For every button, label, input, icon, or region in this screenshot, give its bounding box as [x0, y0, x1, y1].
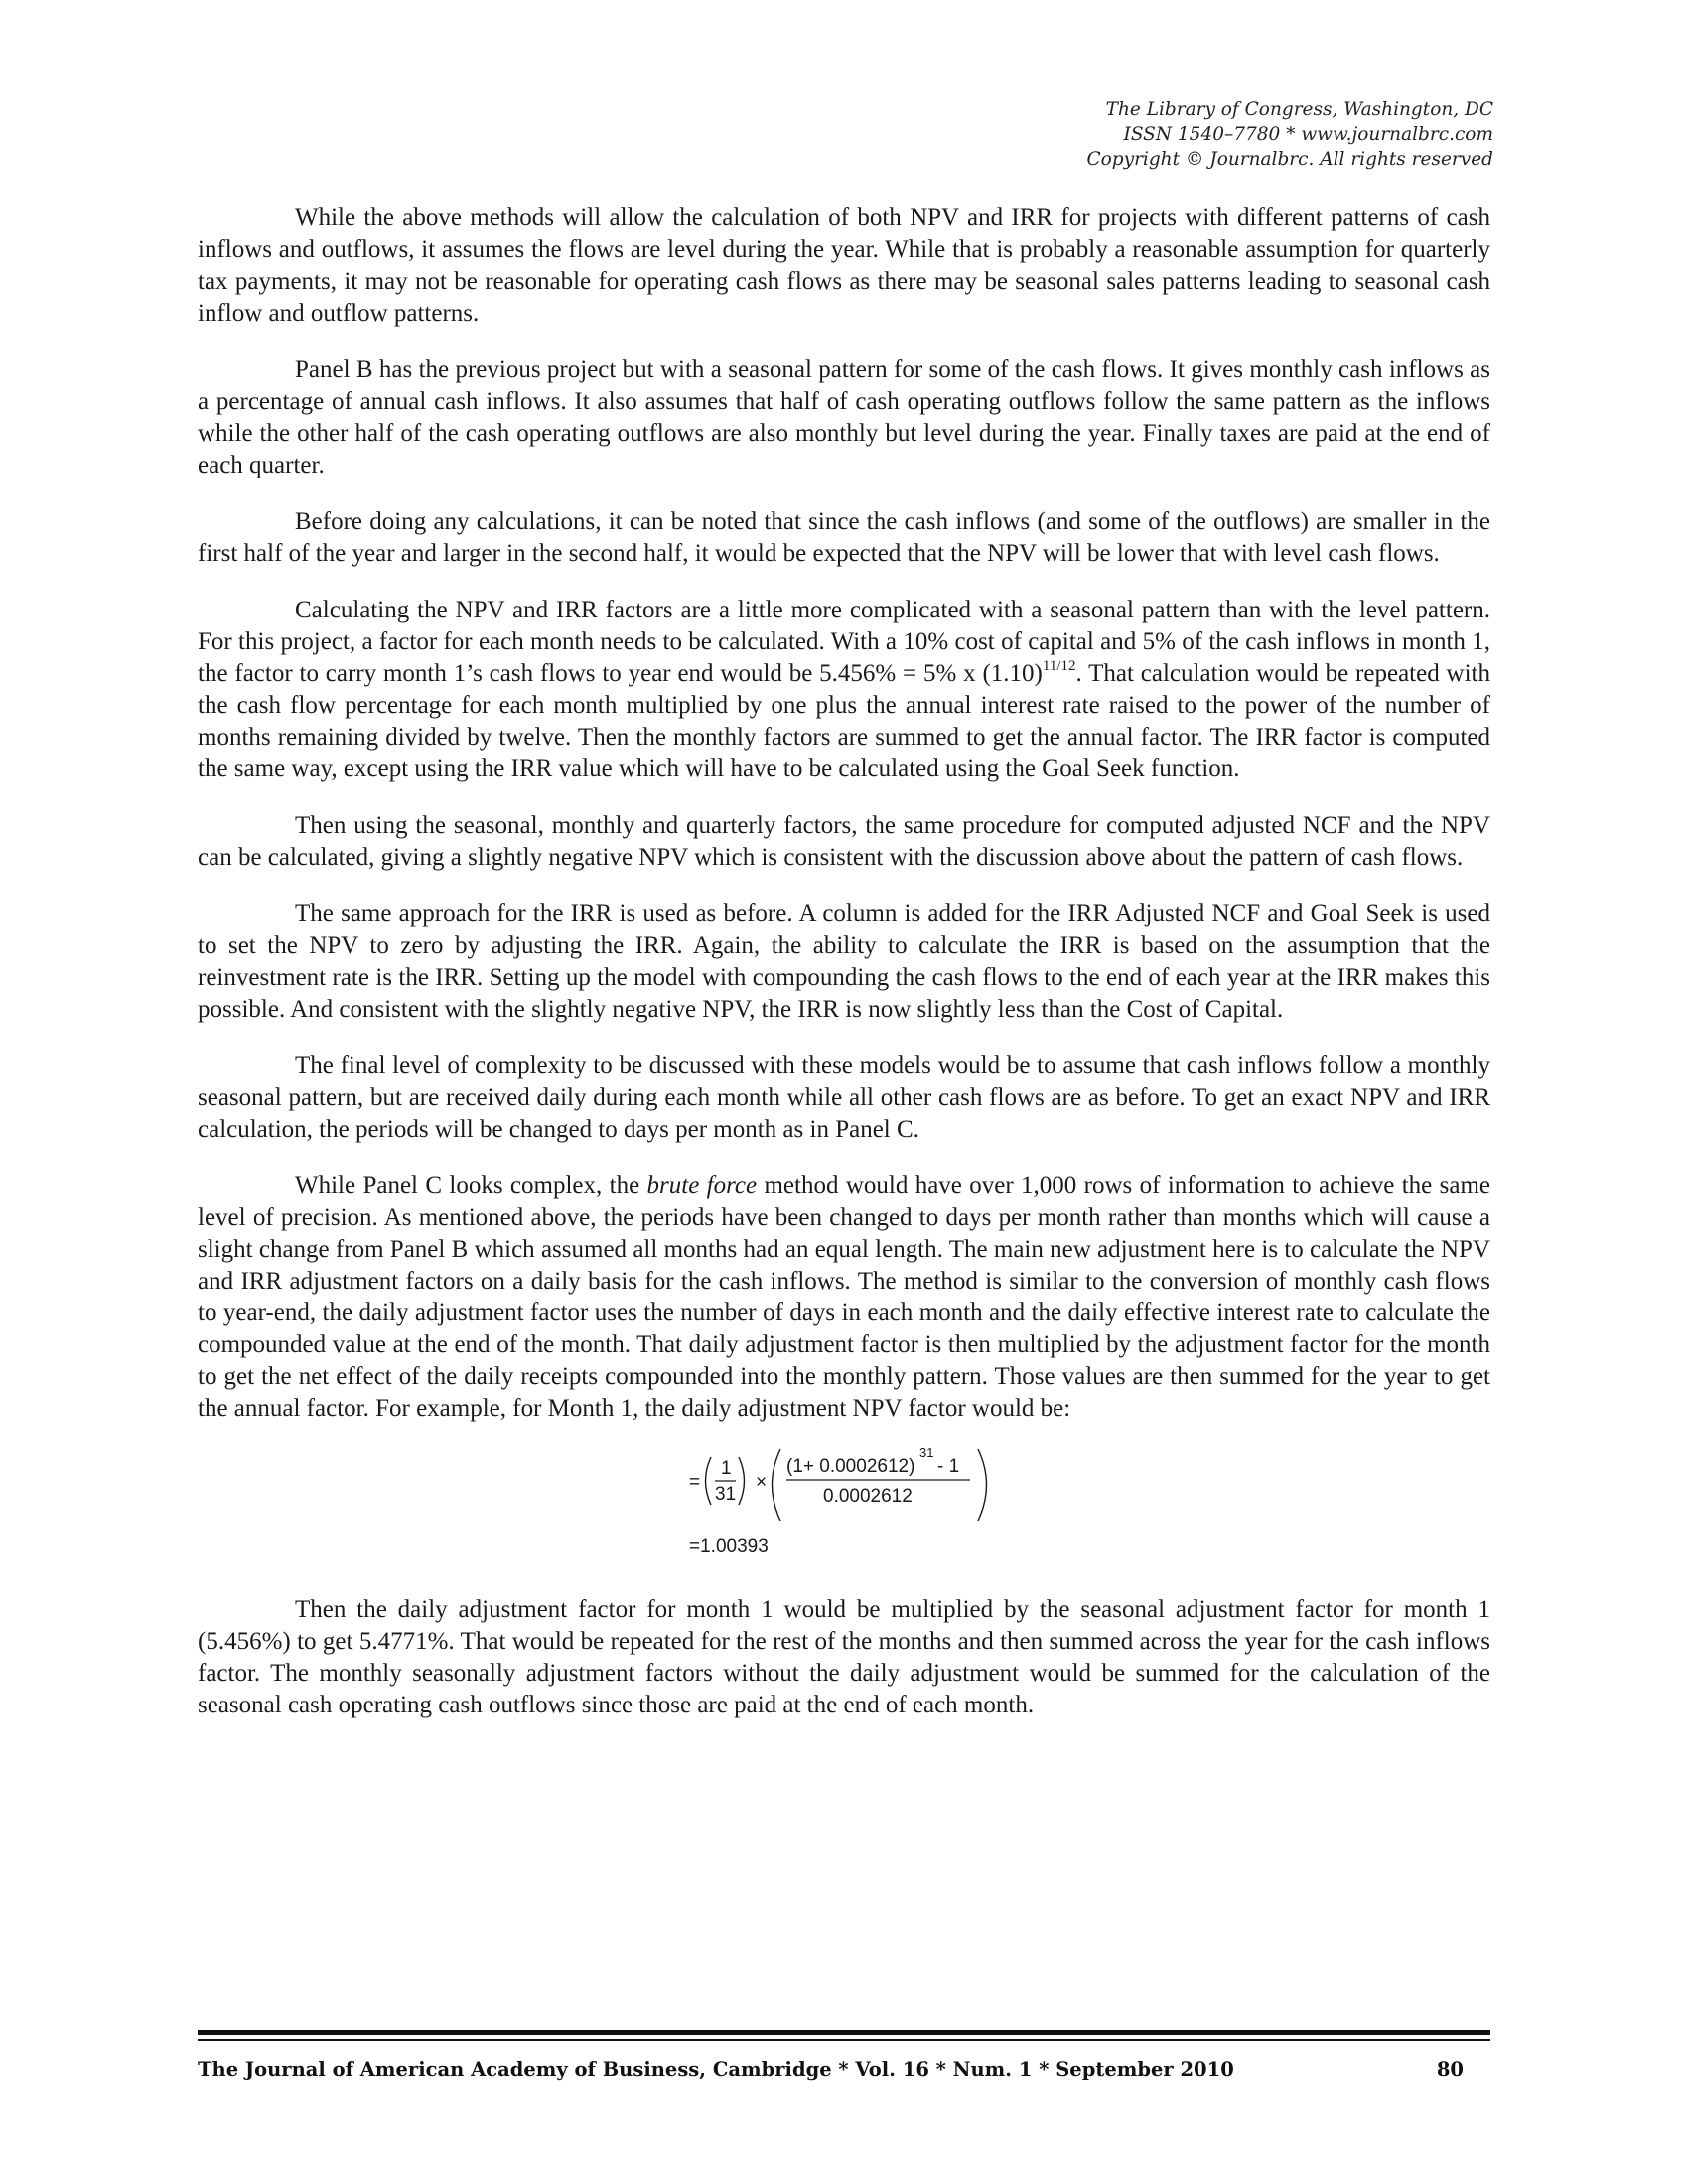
- footer-journal-citation: The Journal of American Academy of Business, Cambridge * Vol. 16 * Num. 1 * September 2010: [198, 2058, 1234, 2081]
- daily-factor-equation: [198, 1445, 1490, 1574]
- header-line-library: The Library of Congress, Washington, DC: [1105, 99, 1493, 120]
- fraction-numerator: 1: [721, 1458, 732, 1479]
- footer-rule-thin: [198, 2039, 1490, 2041]
- paragraph-month-one-result: Then the daily adjustment factor for month 1 would be multiplied by the seasonal adjustment factor for month 1 (5.456%) to get 5.4771%. That would be repeated for the rest of the months and then summed across the year for the cash inflows factor. The monthly seasonally adjustment factors without the daily adjustment would be summed for the calculation of the seasonal cash operating cash outflows since those are paid at the end of each month.: [198, 1596, 1490, 1718]
- paragraph-expectation: Before doing any calculations, it can be noted that since the cash inflows (and some of the outflows) are smaller in the first half of the year and larger in the second half, it would be expected that the NPV will be lower that with level cash flows.: [198, 508, 1490, 567]
- paragraph-npv-procedure: Then using the seasonal, monthly and quarterly factors, the same procedure for computed adjusted NCF and the NPV can be calculated, giving a slightly negative NPV which is consistent with the discussion above about the pattern of cash flows.: [198, 812, 1490, 871]
- header-line-issn: ISSN 1540–7780 * www.journalbrc.com: [1123, 124, 1493, 145]
- left-paren-close: [739, 1457, 745, 1505]
- paragraph-panel-c-text-a: While Panel C looks complex, the: [295, 1172, 647, 1199]
- paragraph-level-flows: While the above methods will allow the calculation of both NPV and IRR for projects with different patterns of cash inflows and outflows, it assumes the flows are level during the year. While that is probably a reasonable assumption for quarterly tax payments, it may not be reasonable for operating cash flows as there may be seasonal sales patterns leading to seasonal cash inflow and outflow patterns.: [198, 205, 1490, 327]
- exponent-superscript: 11/12: [1042, 658, 1076, 674]
- right-paren-close: [978, 1449, 987, 1521]
- paragraph-panel-c: [198, 1170, 1490, 1425]
- compound-exponent: 31: [919, 1445, 934, 1460]
- paragraph-factors-text-b: . That calculation would be repeated with the cash flow percentage for each month multiplied by one plus the annual interest rate raised to the power of the number of months remaining divided by twelve. Then the monthly factors are summed to get the annual factor. The IRR factor is computed the same way, except using the IRR value which will have to be calculated using the Goal Seek function.: [198, 660, 1490, 782]
- running-header: [1086, 97, 1493, 172]
- left-paren-open: [706, 1457, 712, 1505]
- header-line-copyright: Copyright © Journalbrc. All rights reserved: [1086, 149, 1493, 170]
- right-paren-open: [773, 1449, 781, 1521]
- minus-one-term: - 1: [937, 1456, 960, 1477]
- rate-denominator: 0.0002612: [823, 1486, 913, 1507]
- page-number: 80: [1436, 2058, 1464, 2081]
- footer-rule-thick: [198, 2030, 1490, 2035]
- article-body: [198, 203, 1490, 1721]
- multiply-sign: ×: [756, 1472, 768, 1493]
- paragraph-daily-complexity: The final level of complexity to be discussed with these models would be to assume that cash inflows follow a monthly seasonal pattern, but are received daily during each month while all other cash flows are as before. To get an exact NPV and IRR calculation, the periods will be changed to days per month as in Panel C.: [198, 1052, 1490, 1143]
- paragraph-panel-c-text-b: method would have over 1,000 rows of information to achieve the same level of precision. As mentioned above, the periods have been changed to days per month rather than months which will cause a slight change from Panel B which assumed all months had an equal length. The main new adjustment here is to calculate the NPV and IRR adjustment factors on a daily basis for the cash inflows. The method is similar to the conversion of monthly cash flows to year-end, the daily adjustment factor uses the number of days in each month and the daily effective interest rate to calculate the compounded value at the end of the month. That daily adjustment factor is then multiplied by the adjustment factor for the month to get the net effect of the daily receipts compounded into the monthly pattern. Those values are then summed for the year to get the annual factor. For example, for Month 1, the daily adjustment NPV factor would be:: [198, 1172, 1490, 1422]
- paragraph-irr-approach: The same approach for the IRR is used as before. A column is added for the IRR Adjusted NCF and Goal Seek is used to set the NPV to zero by adjusting the IRR. Again, the ability to calculate the IRR is based on the assumption that the reinvestment rate is the IRR. Setting up the model with compounding the cash flows to the end of each year at the IRR makes this possible. And consistent with the slightly negative NPV, the IRR is now slightly less than the Cost of Capital.: [198, 900, 1490, 1023]
- equation-result: =1.00393: [689, 1536, 769, 1557]
- fraction-denominator: 31: [715, 1484, 737, 1505]
- paragraph-panel-b: Panel B has the previous project but with a seasonal pattern for some of the cash flows. It gives monthly cash inflows as a percentage of annual cash inflows. It also assumes that half of cash operating outflows follow the same pattern as the inflows while the other half of the cash operating outflows are also monthly but level during the year. Finally taxes are paid at the end of each quarter.: [198, 356, 1490, 478]
- paragraph-factors: [198, 595, 1490, 785]
- compound-term: (1+ 0.0002612): [786, 1456, 915, 1477]
- paragraph-factors-text-a: Calculating the NPV and IRR factors are a little more complicated with a seasonal pattern than with the level pattern. For this project, a factor for each month needs to be calculated. With a 10% cost of capital and 5% of the cash inflows in month 1, the factor to carry month 1’s cash flows to year end would be 5.456% = 5% x (1.10): [198, 597, 1490, 687]
- equation-equals-sign: =: [689, 1472, 701, 1493]
- emphasis-brute-force: brute force: [646, 1172, 758, 1199]
